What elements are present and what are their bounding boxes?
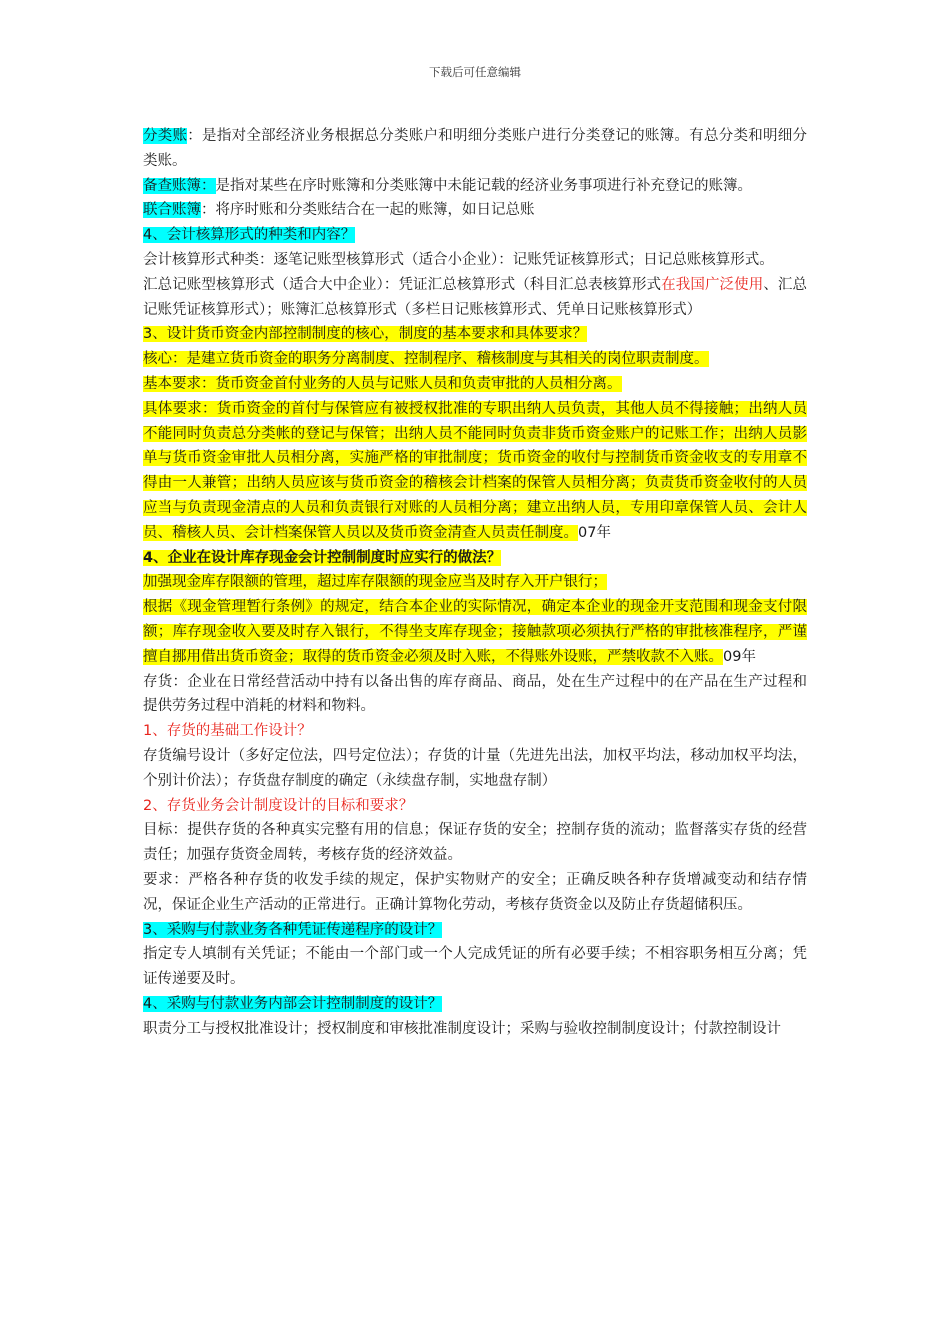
paragraph-ledger-classification: 分类账：是指对全部经济业务根据总分类账户和明细分类账户进行分类登记的账簿。有总分类和明细分类账。 [143, 128, 808, 169]
year-note: 07年 [578, 524, 611, 541]
paragraph: 目标：提供存货的各种真实完整有用的信息；保证存货的安全；控制存货的流动；监督落实存货的经营责任；加强存货资金周转，考核存货的经济效益。 [143, 822, 807, 864]
question-heading: 4、会计核算形式的种类和内容？ [143, 227, 356, 244]
year-note: 09年 [723, 648, 756, 665]
paragraph: 存货编号设计（多好定位法，四号定位法）；存货的计量（先进先出法，加权平均法，移动加权平均法，个别计价法）；存货盘存制度的确定（永续盘存制，实地盘存制） [143, 747, 807, 789]
highlighted-paragraph: 核心：是建立货币资金的职务分离制度、控制程序、稽核制度与其相关的岗位职责制度。 [143, 351, 709, 368]
highlighted-term: 分类账 [143, 128, 188, 144]
question-heading: 1、存货的基础工作设计？ [143, 723, 312, 740]
highlighted-term: 联合账簿 [143, 202, 201, 219]
paragraph: 会计核算形式种类：逐笔记账型核算形式（适合小企业）：记账凭证核算形式；日记总账核算形式。 [143, 251, 774, 268]
paragraph: 存货：企业在日常经营活动中持有以备出售的库存商品、商品，处在生产过程中的在产品在生产过程和提供劳务过程中消耗的材料和物料。 [143, 673, 807, 715]
highlighted-paragraph: 具体要求：货币资金的首付与保管应有被授权批准的专职出纳人员负责，其他人员不得接触；出纳人员不能同时负责总分类帐的登记与保管；出纳人员不能同时负责非货币资金账户的记账工作；出纳人员影单与货币资金审批人员相分离，实施严格的审批制度；货币资金的收付与控制货币资金收支的专用章不得由一人兼管；出纳人员应该与货币资金的稽核会计档案的保管人员相分离；负责货币资金收付的人员应当与负责现金清点的人员和负责银行对账的人员相分离；建立出纳人员，专用印章保管人员、会计人员、稽核人员、会计档案保管人员以及货币资金清查人员责任制度。07年 [143, 400, 807, 541]
highlighted-term: 备查账簿： [143, 177, 216, 194]
page-header: 下载后可任意编辑 [429, 65, 521, 79]
paragraph: 指定专人填制有关凭证；不能由一个部门或一个人完成凭证的所有必要手续；不相容职务相互分离；凭证传递要及时。 [143, 946, 807, 988]
paragraph: 职责分工与授权批准设计；授权制度和审核批准制度设计；采购与验收控制制度设计；付款控制设计 [143, 1020, 781, 1037]
document-body [143, 124, 807, 1041]
paragraph-combined-book: 联合账簿：将序时账和分类账结合在一起的账簿，如日记总账 [143, 202, 535, 219]
question-heading: 4、采购与付款业务内部会计控制制度的设计？ [143, 995, 443, 1012]
question-heading: 3、设计货币资金内部控制制度的核心，制度的基本要求和具体要求？ [143, 326, 588, 343]
highlighted-paragraph: 加强现金库存限额的管理，超过库存限额的现金应当及时存入开户银行； [143, 574, 607, 591]
question-heading: 4、企业在设计库存现金会计控制制度时应实行的做法？ [143, 549, 502, 566]
paragraph-memo-book: 备查账簿：是指对某些在序时账簿和分类账簿中未能记载的经济业务事项进行补充登记的账簿。 [143, 177, 752, 194]
red-note: 在我国广泛使用 [661, 276, 764, 293]
question-heading: 3、采购与付款业务各种凭证传递程序的设计？ [143, 921, 443, 938]
paragraph: 要求：严格各种存货的收发手续的规定，保护实物财产的安全；正确反映各种存货增减变动和结存情况，保证企业生产活动的正常进行。正确计算物化劳动，考核存货资金以及防止存货超储积压。 [143, 871, 807, 913]
paragraph: 汇总记账型核算形式（适合大中企业）：凭证汇总核算形式（科目汇总表核算形式在我国广泛使用、汇总记账凭证核算形式）；账簿汇总核算形式（多栏日记账核算形式、凭单日记账核算形式） [143, 276, 808, 318]
highlighted-paragraph: 基本要求：货币资金首付业务的人员与记账人员和负责审批的人员相分离。 [143, 375, 622, 392]
question-heading: 2、存货业务会计制度设计的目标和要求？ [143, 797, 414, 814]
highlighted-paragraph: 根据《现金管理暂行条例》的规定，结合本企业的实际情况，确定本企业的现金开支范围和现金支付限额；库存现金收入要及时存入银行，不得坐支库存现金；接触款项必须执行严格的审批核准程序，严谨擅自挪用借出货币资金；取得的货币资金必须及时入账，不得账外设账，严禁收款不入账。09年 [143, 599, 807, 665]
